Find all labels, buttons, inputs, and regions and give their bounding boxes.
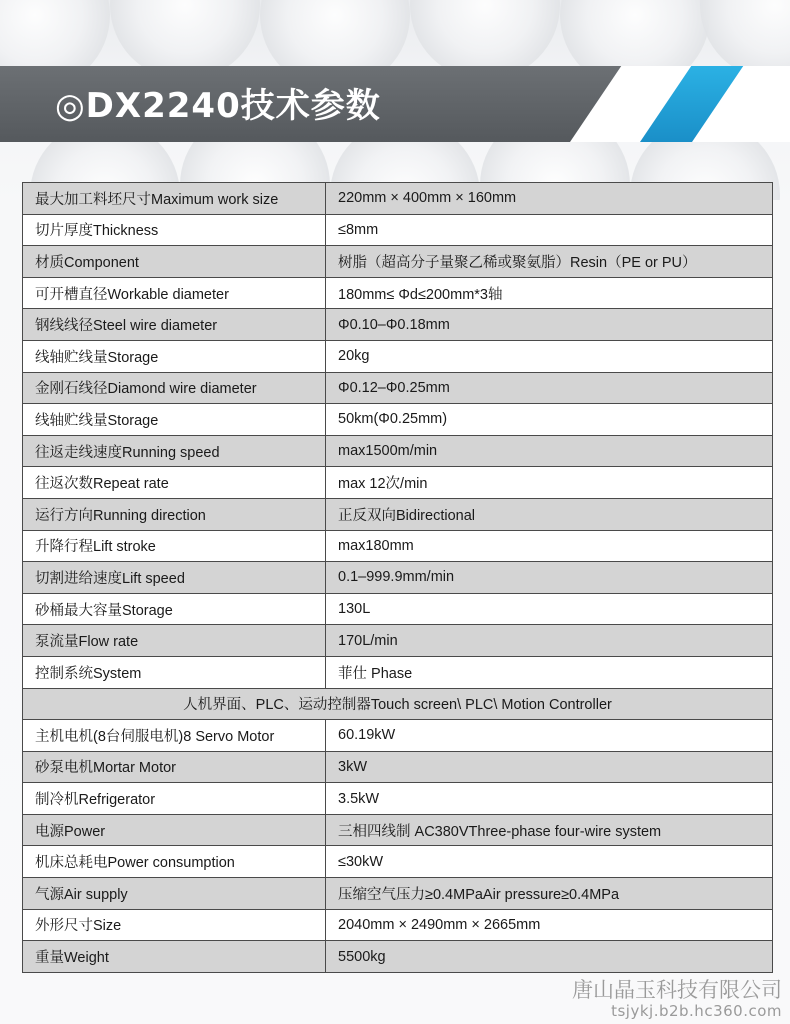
table-row [23, 656, 773, 688]
table-row [23, 404, 773, 436]
spec-label: 可开槽直径Workable diameter [23, 277, 326, 309]
spec-value: 130L [326, 593, 773, 625]
spec-value: 220mm × 400mm × 160mm [326, 183, 773, 215]
table-row [23, 593, 773, 625]
table-row [23, 751, 773, 783]
spec-label: 砂桶最大容量Storage [23, 593, 326, 625]
spec-value: 50km(Φ0.25mm) [326, 404, 773, 436]
table-row [23, 372, 773, 404]
spec-label: 切片厚度Thickness [23, 214, 326, 246]
table-row [23, 309, 773, 341]
table-row [23, 214, 773, 246]
spec-label: 泵流量Flow rate [23, 625, 326, 657]
spec-value: 三相四线制 AC380VThree-phase four-wire system [326, 814, 773, 846]
table-row [23, 246, 773, 278]
spec-label: 钢线线径Steel wire diameter [23, 309, 326, 341]
spec-value: 0.1–999.9mm/min [326, 562, 773, 594]
table-row [23, 783, 773, 815]
table-row [23, 941, 773, 973]
spec-value: 20kg [326, 340, 773, 372]
table-row [23, 277, 773, 309]
spec-value: 170L/min [326, 625, 773, 657]
spec-value: 菲仕 Phase [326, 656, 773, 688]
table-row [23, 183, 773, 215]
spec-label: 控制系统System [23, 656, 326, 688]
spec-full-row: 人机界面、PLC、运动控制器Touch screen\ PLC\ Motion Controller [23, 688, 773, 720]
spec-value: Φ0.10–Φ0.18mm [326, 309, 773, 341]
spec-value: 树脂（超高分子量聚乙稀或聚氨脂）Resin（PE or PU） [326, 246, 773, 278]
table-row [23, 625, 773, 657]
spec-label: 外形尺寸Size [23, 909, 326, 941]
spec-value: max1500m/min [326, 435, 773, 467]
spec-label: 运行方向Running direction [23, 498, 326, 530]
table-row [23, 909, 773, 941]
table-row [23, 530, 773, 562]
spec-label: 升降行程Lift stroke [23, 530, 326, 562]
spec-value: 正反双向Bidirectional [326, 498, 773, 530]
company-name: 唐山晶玉科技有限公司 [572, 978, 782, 1002]
spec-value: Φ0.12–Φ0.25mm [326, 372, 773, 404]
spec-label: 气源Air supply [23, 878, 326, 910]
table-row [23, 846, 773, 878]
spec-label: 最大加工料坯尺寸Maximum work size [23, 183, 326, 215]
table-row [23, 435, 773, 467]
footer [572, 978, 782, 1020]
spec-value: 3kW [326, 751, 773, 783]
table-row [23, 467, 773, 499]
spec-table-body [23, 183, 773, 973]
spec-label: 材质Component [23, 246, 326, 278]
spec-label: 制冷机Refrigerator [23, 783, 326, 815]
page-title: ◎DX2240技术参数 [55, 86, 381, 126]
spec-value: 2040mm × 2490mm × 2665mm [326, 909, 773, 941]
spec-label: 金刚石线径Diamond wire diameter [23, 372, 326, 404]
spec-value: max180mm [326, 530, 773, 562]
spec-value: 180mm≤ Φd≤200mm*3轴 [326, 277, 773, 309]
spec-label: 砂泵电机Mortar Motor [23, 751, 326, 783]
spec-label: 切割进给速度Lift speed [23, 562, 326, 594]
table-row [23, 688, 773, 720]
spec-label: 线轴贮线量Storage [23, 404, 326, 436]
spec-value: 5500kg [326, 941, 773, 973]
spec-label: 机床总耗电Power consumption [23, 846, 326, 878]
table-row [23, 878, 773, 910]
spec-label: 重量Weight [23, 941, 326, 973]
table-row [23, 498, 773, 530]
table-row [23, 562, 773, 594]
spec-label: 往返走线速度Running speed [23, 435, 326, 467]
spec-value: 60.19kW [326, 720, 773, 752]
table-row [23, 340, 773, 372]
spec-label: 电源Power [23, 814, 326, 846]
spec-label: 主机电机(8台伺服电机)8 Servo Motor [23, 720, 326, 752]
spec-value: 压缩空气压力≥0.4MPaAir pressure≥0.4MPa [326, 878, 773, 910]
spec-label: 线轴贮线量Storage [23, 340, 326, 372]
spec-value: max 12次/min [326, 467, 773, 499]
table-row [23, 814, 773, 846]
spec-value: ≤30kW [326, 846, 773, 878]
spec-label: 往返次数Repeat rate [23, 467, 326, 499]
table-row [23, 720, 773, 752]
title-banner [0, 66, 790, 142]
spec-value: ≤8mm [326, 214, 773, 246]
spec-value: 3.5kW [326, 783, 773, 815]
company-url: tsjykj.b2b.hc360.com [611, 1002, 782, 1020]
spec-table [22, 182, 773, 973]
